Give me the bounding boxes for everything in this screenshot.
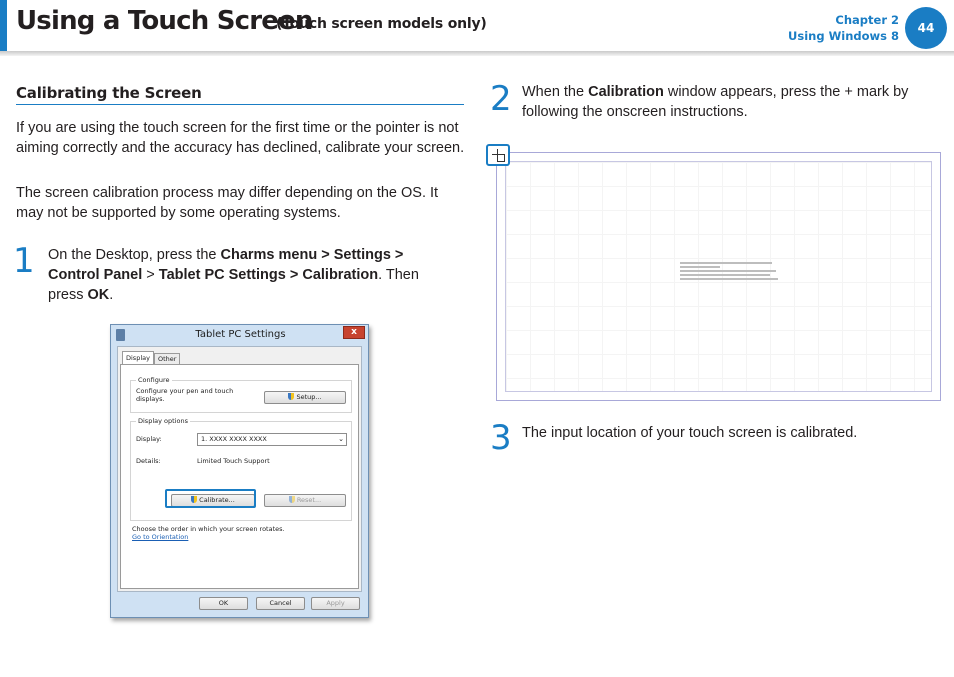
- step-number-1: 1: [13, 241, 35, 281]
- dialog-title: Tablet PC Settings: [195, 329, 286, 340]
- ok-button[interactable]: OK: [199, 597, 248, 610]
- calibrate-button-label: Calibrate...: [199, 496, 235, 504]
- note-paragraph: The screen calibration process may differ depending on the OS. It may not be supported by some operating systems.: [16, 185, 439, 221]
- step-2-text: [522, 82, 942, 122]
- apply-button[interactable]: Apply: [311, 597, 360, 610]
- configure-text: Configure your pen and touch displays.: [136, 387, 234, 403]
- intro-paragraph: If you are using the touch screen for the first time or the pointer is not aiming correctly and the accuracy has declined, calibrate your screen.: [16, 120, 465, 156]
- step-2-text-part: When the: [522, 84, 589, 100]
- dialog-body: [117, 346, 362, 592]
- tab-other[interactable]: Other: [154, 353, 180, 364]
- step-1-text-part: On the Desktop, press the: [48, 247, 221, 263]
- step-1-text-part: .: [109, 287, 114, 303]
- cancel-button[interactable]: Cancel: [256, 597, 305, 610]
- step-3-text: The input location of your touch screen is calibrated.: [522, 425, 858, 441]
- step-1-bold-ok: OK: [87, 287, 110, 303]
- configure-group: [130, 376, 352, 413]
- setup-button[interactable]: [264, 391, 346, 404]
- tablet-pc-settings-dialog: [110, 324, 369, 618]
- step-1-bold-path: Charms menu > Settings > Control Panel: [48, 247, 404, 283]
- display-select[interactable]: [197, 433, 347, 446]
- section-heading: Calibrating the Screen: [16, 84, 202, 102]
- page-title: Using a Touch Screen: [16, 6, 313, 36]
- setup-button-label: Setup...: [296, 393, 322, 401]
- header-divider: [0, 51, 954, 56]
- chapter-section: Using Windows 8: [788, 29, 899, 43]
- step-1-bold-path: Tablet PC Settings > Calibration: [158, 267, 379, 283]
- close-icon[interactable]: x: [343, 326, 365, 339]
- step-number-2: 2: [490, 79, 512, 119]
- display-options-label: Display options: [138, 417, 188, 425]
- step-1-text-part: >: [142, 267, 159, 283]
- step-number-3: 3: [490, 418, 512, 458]
- calibration-crosshair[interactable]: [486, 144, 510, 166]
- step-1-text: [48, 245, 453, 305]
- chevron-down-icon: ⌄: [338, 435, 344, 443]
- tab-display[interactable]: Display: [122, 351, 154, 364]
- calibration-instructions-image: [680, 262, 780, 282]
- step-2-text-part: window appears, press the + mark by following the onscreen instructions.: [522, 84, 909, 120]
- details-value: Limited Touch Support: [197, 457, 270, 465]
- page-subtitle: (Touch screen models only): [276, 16, 487, 32]
- orientation-text: Choose the order in which your screen rotates.: [132, 525, 285, 533]
- section-rule: [16, 104, 464, 105]
- configure-group-label: Configure: [138, 376, 170, 384]
- step-1-text-part: . Then press: [48, 267, 419, 303]
- tab-panel: [120, 364, 359, 589]
- calibration-screen-image: [496, 152, 941, 401]
- details-label: Details:: [136, 457, 161, 465]
- chapter-info: [788, 12, 899, 44]
- shield-icon: [289, 496, 295, 503]
- header-accent-bar: [0, 0, 7, 52]
- display-label: Display:: [136, 435, 162, 443]
- reset-button-label: Reset...: [296, 496, 322, 504]
- calibrate-highlight: [165, 489, 256, 508]
- reset-button[interactable]: [264, 494, 346, 507]
- calibration-area: [505, 161, 932, 392]
- orientation-link[interactable]: Go to Orientation: [132, 533, 189, 541]
- chapter-label: Chapter 2: [835, 13, 899, 27]
- crosshair-icon-corner: [497, 154, 505, 162]
- display-select-value: 1. XXXX XXXX XXXX: [201, 435, 267, 443]
- step-2-bold-calibration: Calibration: [588, 84, 664, 100]
- page-number-badge: 44: [905, 7, 947, 49]
- shield-icon: [288, 393, 294, 400]
